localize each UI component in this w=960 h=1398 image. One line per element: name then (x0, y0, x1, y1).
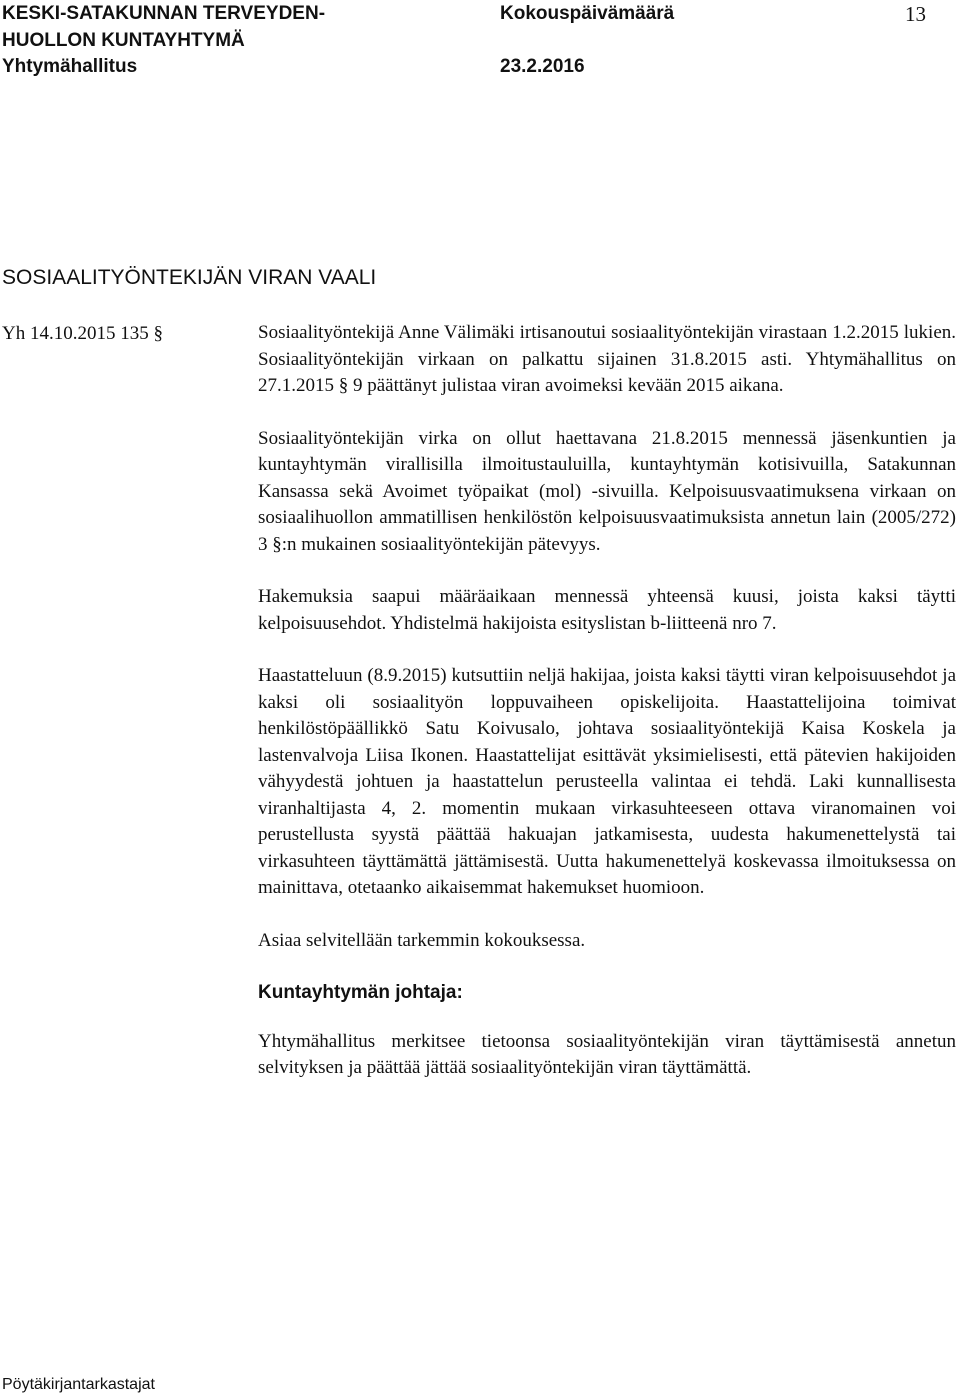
document-body (258, 320, 956, 1108)
body-name: Yhtymähallitus (2, 56, 138, 77)
org-name-line-1: KESKI-SATAKUNNAN TERVEYDEN- (2, 3, 326, 24)
paragraph: Asiaa selvitellään tarkemmin kokouksessa. (258, 929, 586, 951)
meeting-date-value: 23.2.2016 (500, 56, 585, 77)
proposal-text: Yhtymähallitus merkitsee tietoonsa sosiaalityöntekijän viran täyttämisestä annetun selvityksen ja päättää jättää sosiaalityöntekijän viran täyttämättä. (258, 1030, 956, 1078)
paragraph: Haastatteluun (8.9.2015) kutsuttiin neljä hakijaa, joista kaksi täytti viran kelpoisuusehdot ja kaksi oli sosiaalityön loppuvaiheen opiskelijoita. Haastattelijoina toimivat henkilöstöpäällikkö Satu Koivusalo, johtava sosiaalityöntekijä Kaisa Koskela ja lastenvalvoja Liisa Ikonen. Haastattelijat esittävät yksimielisesti, että pätevien hakijoiden vähyydestä johtuen ja haastattelun perusteella valintaa ei tehdä. Laki kunnallisesta viranhaltijasta 4, 2. momentin mukaan virkasuhteeseen ottava viranomainen voi perustellusta syystä päättää hakuajan jatkamisesta, uudesta hakumenettelystä tai virkasuhteen täyttämättä jättämisestä. Uutta hakumenettelyä koskevassa ilmoituksessa on mainittava, otetaanko aikaisemmat hakemukset huomioon. (258, 665, 956, 898)
paragraph: Sosiaalityöntekijä Anne Välimäki irtisanoutui sosiaalityöntekijän virastaan 1.2.2015 lukien. Sosiaalityöntekijän virkaan on palkattu sijainen 31.8.2015 asti. Yhtymähallitus on 27.1.2015 § 9 päättänyt julistaa viran avoimeksi kevään 2015 aikana. (258, 322, 956, 396)
footer-minutes-checkers: Pöytäkirjantarkastajat (2, 1376, 155, 1393)
paragraph: Sosiaalityöntekijän virka on ollut haettavana 21.8.2015 mennessä jäsenkuntien ja kuntayhtymän virallisilla ilmoitustauluilla, kuntayhtymän kotisivuilla, Satakunnan Kansassa sekä Avoimet työpaikat (mol) -sivuilla. Kelpoisuusvaatimuksena virkaan on sosiaalihuollon ammatillisen henkilöstön kelpoisuusvaatimuksista annetun lain (2005/272) 3 §:n mukainen sosiaalityöntekijän pätevyys. (258, 427, 956, 555)
section-title: SOSIAALITYÖNTEKIJÄN VIRAN VAALI (2, 266, 377, 289)
paragraph: Hakemuksia saapui määräaikaan mennessä yhteensä kuusi, joista kaksi täytti kelpoisuusehdot. Yhdistelmä hakijoista esityslistan b-liitteenä nro 7. (258, 586, 956, 634)
meeting-date-label: Kokouspäivämäärä (500, 3, 675, 24)
page-number: 13 (905, 2, 926, 26)
section-reference: Yh 14.10.2015 135 § (2, 323, 163, 344)
org-name-line-2: HUOLLON KUNTAYHTYMÄ (2, 30, 245, 51)
proposal-heading: Kuntayhtymän johtaja: (258, 982, 463, 1003)
